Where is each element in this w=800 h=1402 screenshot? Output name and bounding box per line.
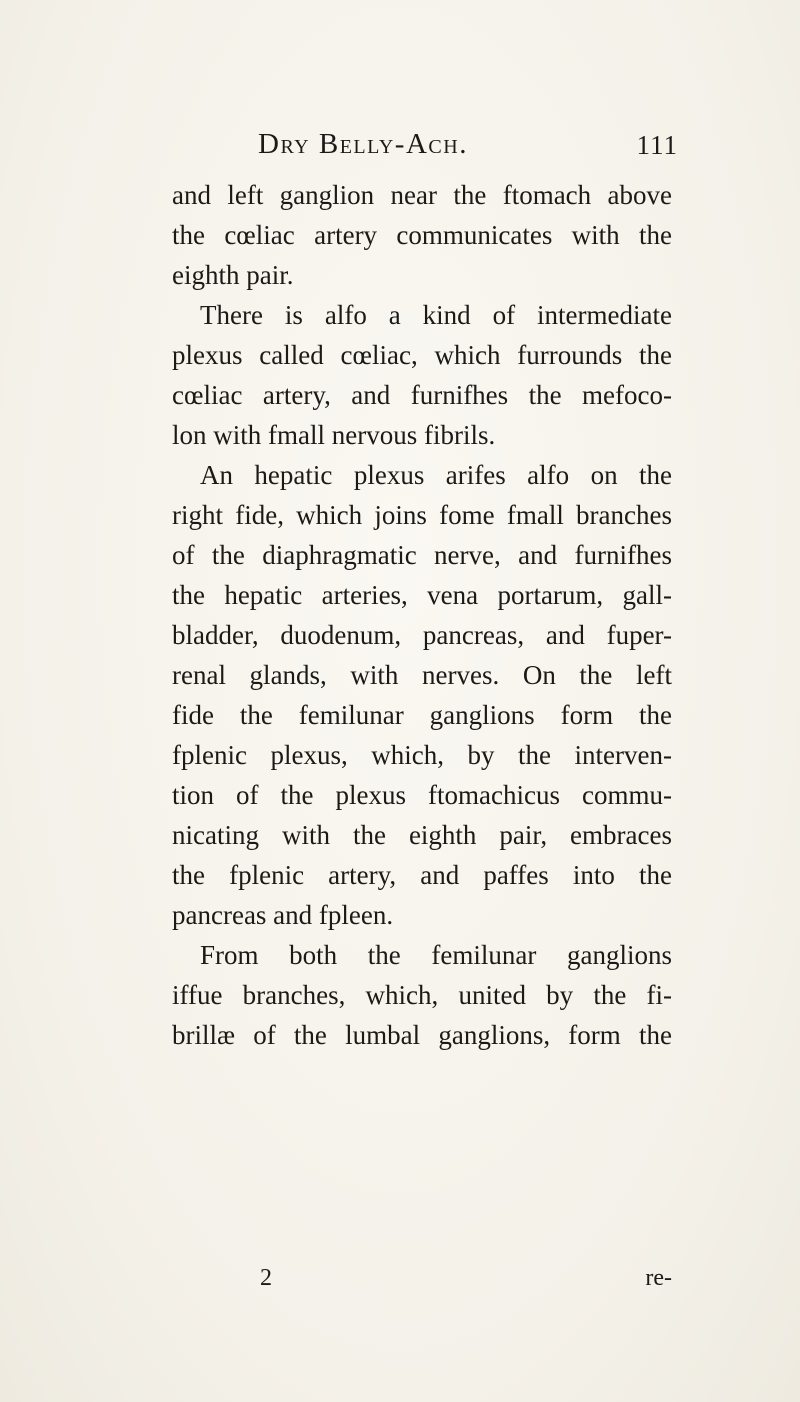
text-line: bladder, duodenum, pancreas, and fuper- <box>172 620 672 650</box>
running-head: Dry Belly-Ach. <box>258 128 468 160</box>
text-line: right fide, which joins fome fmall branches <box>172 500 672 530</box>
signature-mark: 2 <box>260 1265 272 1291</box>
text-line: From both the femilunar ganglions <box>200 940 672 970</box>
catchword: re- <box>645 1265 672 1291</box>
text-line: fplenic plexus, which, by the interven- <box>172 740 672 770</box>
text-line: the hepatic arteries, vena portarum, gall- <box>172 580 672 610</box>
text-line: An hepatic plexus arifes alfo on the <box>200 460 672 490</box>
text-line: brillæ of the lumbal ganglions, form the <box>172 1020 672 1050</box>
text-line: tion of the plexus ftomachicus commu- <box>172 780 672 810</box>
text-line: eighth pair. <box>172 260 294 290</box>
text-line: the cœliac artery communicates with the <box>172 220 672 250</box>
text-line: plexus called cœliac, which furrounds the <box>172 340 672 370</box>
text-line: lon with fmall nervous fibrils. <box>172 420 496 450</box>
text-line: pancreas and fpleen. <box>172 900 394 930</box>
body-text <box>172 175 672 1055</box>
text-line: iffue branches, which, united by the fi- <box>172 980 672 1010</box>
text-line: cœliac artery, and furnifhes the mefoco- <box>172 380 672 410</box>
page-number: 111 <box>636 130 678 160</box>
page-header <box>258 128 678 168</box>
text-line: fide the femilunar ganglions form the <box>172 700 672 730</box>
text-line: of the diaphragmatic nerve, and furnifhes <box>172 540 672 570</box>
text-line: renal glands, with nerves. On the left <box>172 660 672 690</box>
text-line: nicating with the eighth pair, embraces <box>172 820 672 850</box>
text-line: There is alfo a kind of intermediate <box>200 300 672 330</box>
text-line: and left ganglion near the ftomach above <box>172 180 672 210</box>
text-line: the fplenic artery, and paffes into the <box>172 860 672 890</box>
page-footer <box>260 1265 672 1301</box>
